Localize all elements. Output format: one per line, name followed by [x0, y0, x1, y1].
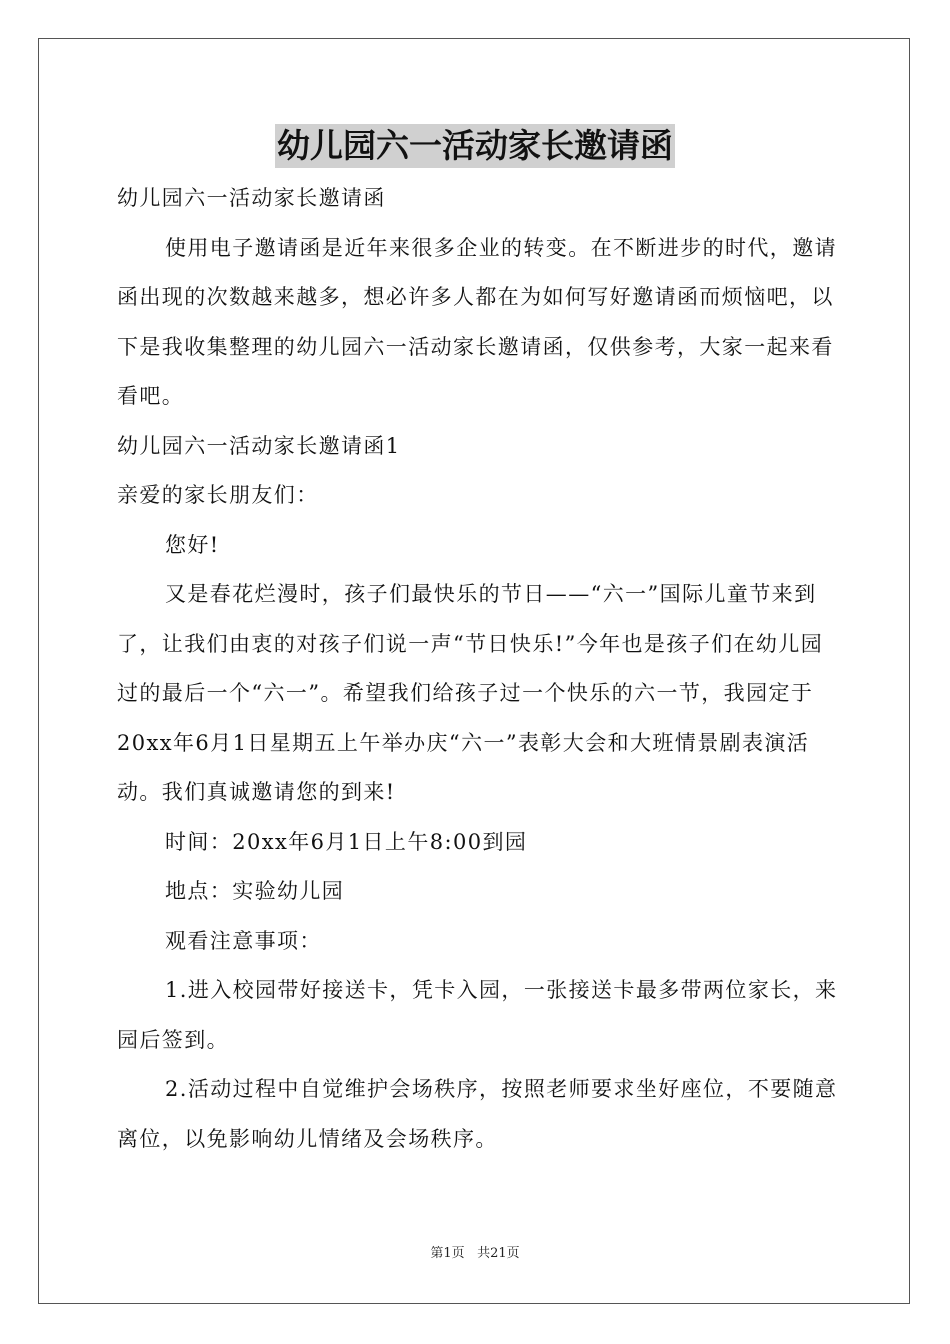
- section-heading: 幼儿园六一活动家长邀请函1: [117, 433, 401, 458]
- notes-heading: 观看注意事项：: [165, 928, 322, 953]
- invitation-paragraph: 又是春花烂漫时，孩子们最快乐的节日——“六一”国际儿童节来到了，让我们由衷的对孩子们说一声“节日快乐!”今年也是孩子们在幼儿园过的最后一个“六一”。希望我们给孩子过一个快乐的六一节，我园定于20xx年6月1日星期五上午举办庆“六一”表彰大会和大班情景剧表演活动。我们真诚邀请您的到来!: [117, 582, 824, 804]
- location-line: 地点：实验幼儿园: [165, 879, 345, 903]
- intro-paragraph: 使用电子邀请函是近年来很多企业的转变。在不断进步的时代，邀请函出现的次数越来越多，想必许多人都在为如何写好邀请函而烦恼吧，以下是我收集整理的幼儿园六一活动家长邀请函，仅供参考，大家一起来看看吧。: [117, 235, 837, 408]
- note-item-1: 1.进入校园带好接送卡，凭卡入园，一张接送卡最多带两位家长，来园后签到。: [117, 978, 838, 1052]
- title-container: [0, 124, 950, 168]
- document-title: 幼儿园六一活动家长邀请函: [275, 124, 675, 168]
- subtitle-line: 幼儿园六一活动家长邀请函: [117, 186, 386, 210]
- salutation: 亲爱的家长朋友们：: [117, 483, 319, 507]
- page-number: 第1页: [430, 1246, 465, 1261]
- page-total: 共21页: [477, 1246, 520, 1261]
- greeting: 您好!: [165, 532, 220, 557]
- document-body: [117, 174, 839, 1164]
- note-item-2: 2.活动过程中自觉维护会场秩序，按照老师要求坐好座位，不要随意离位，以免影响幼儿情绪及会场秩序。: [117, 1077, 838, 1151]
- time-line: 时间：20xx年6月1日上午8:00到园: [165, 829, 528, 854]
- page-footer: [0, 1244, 950, 1264]
